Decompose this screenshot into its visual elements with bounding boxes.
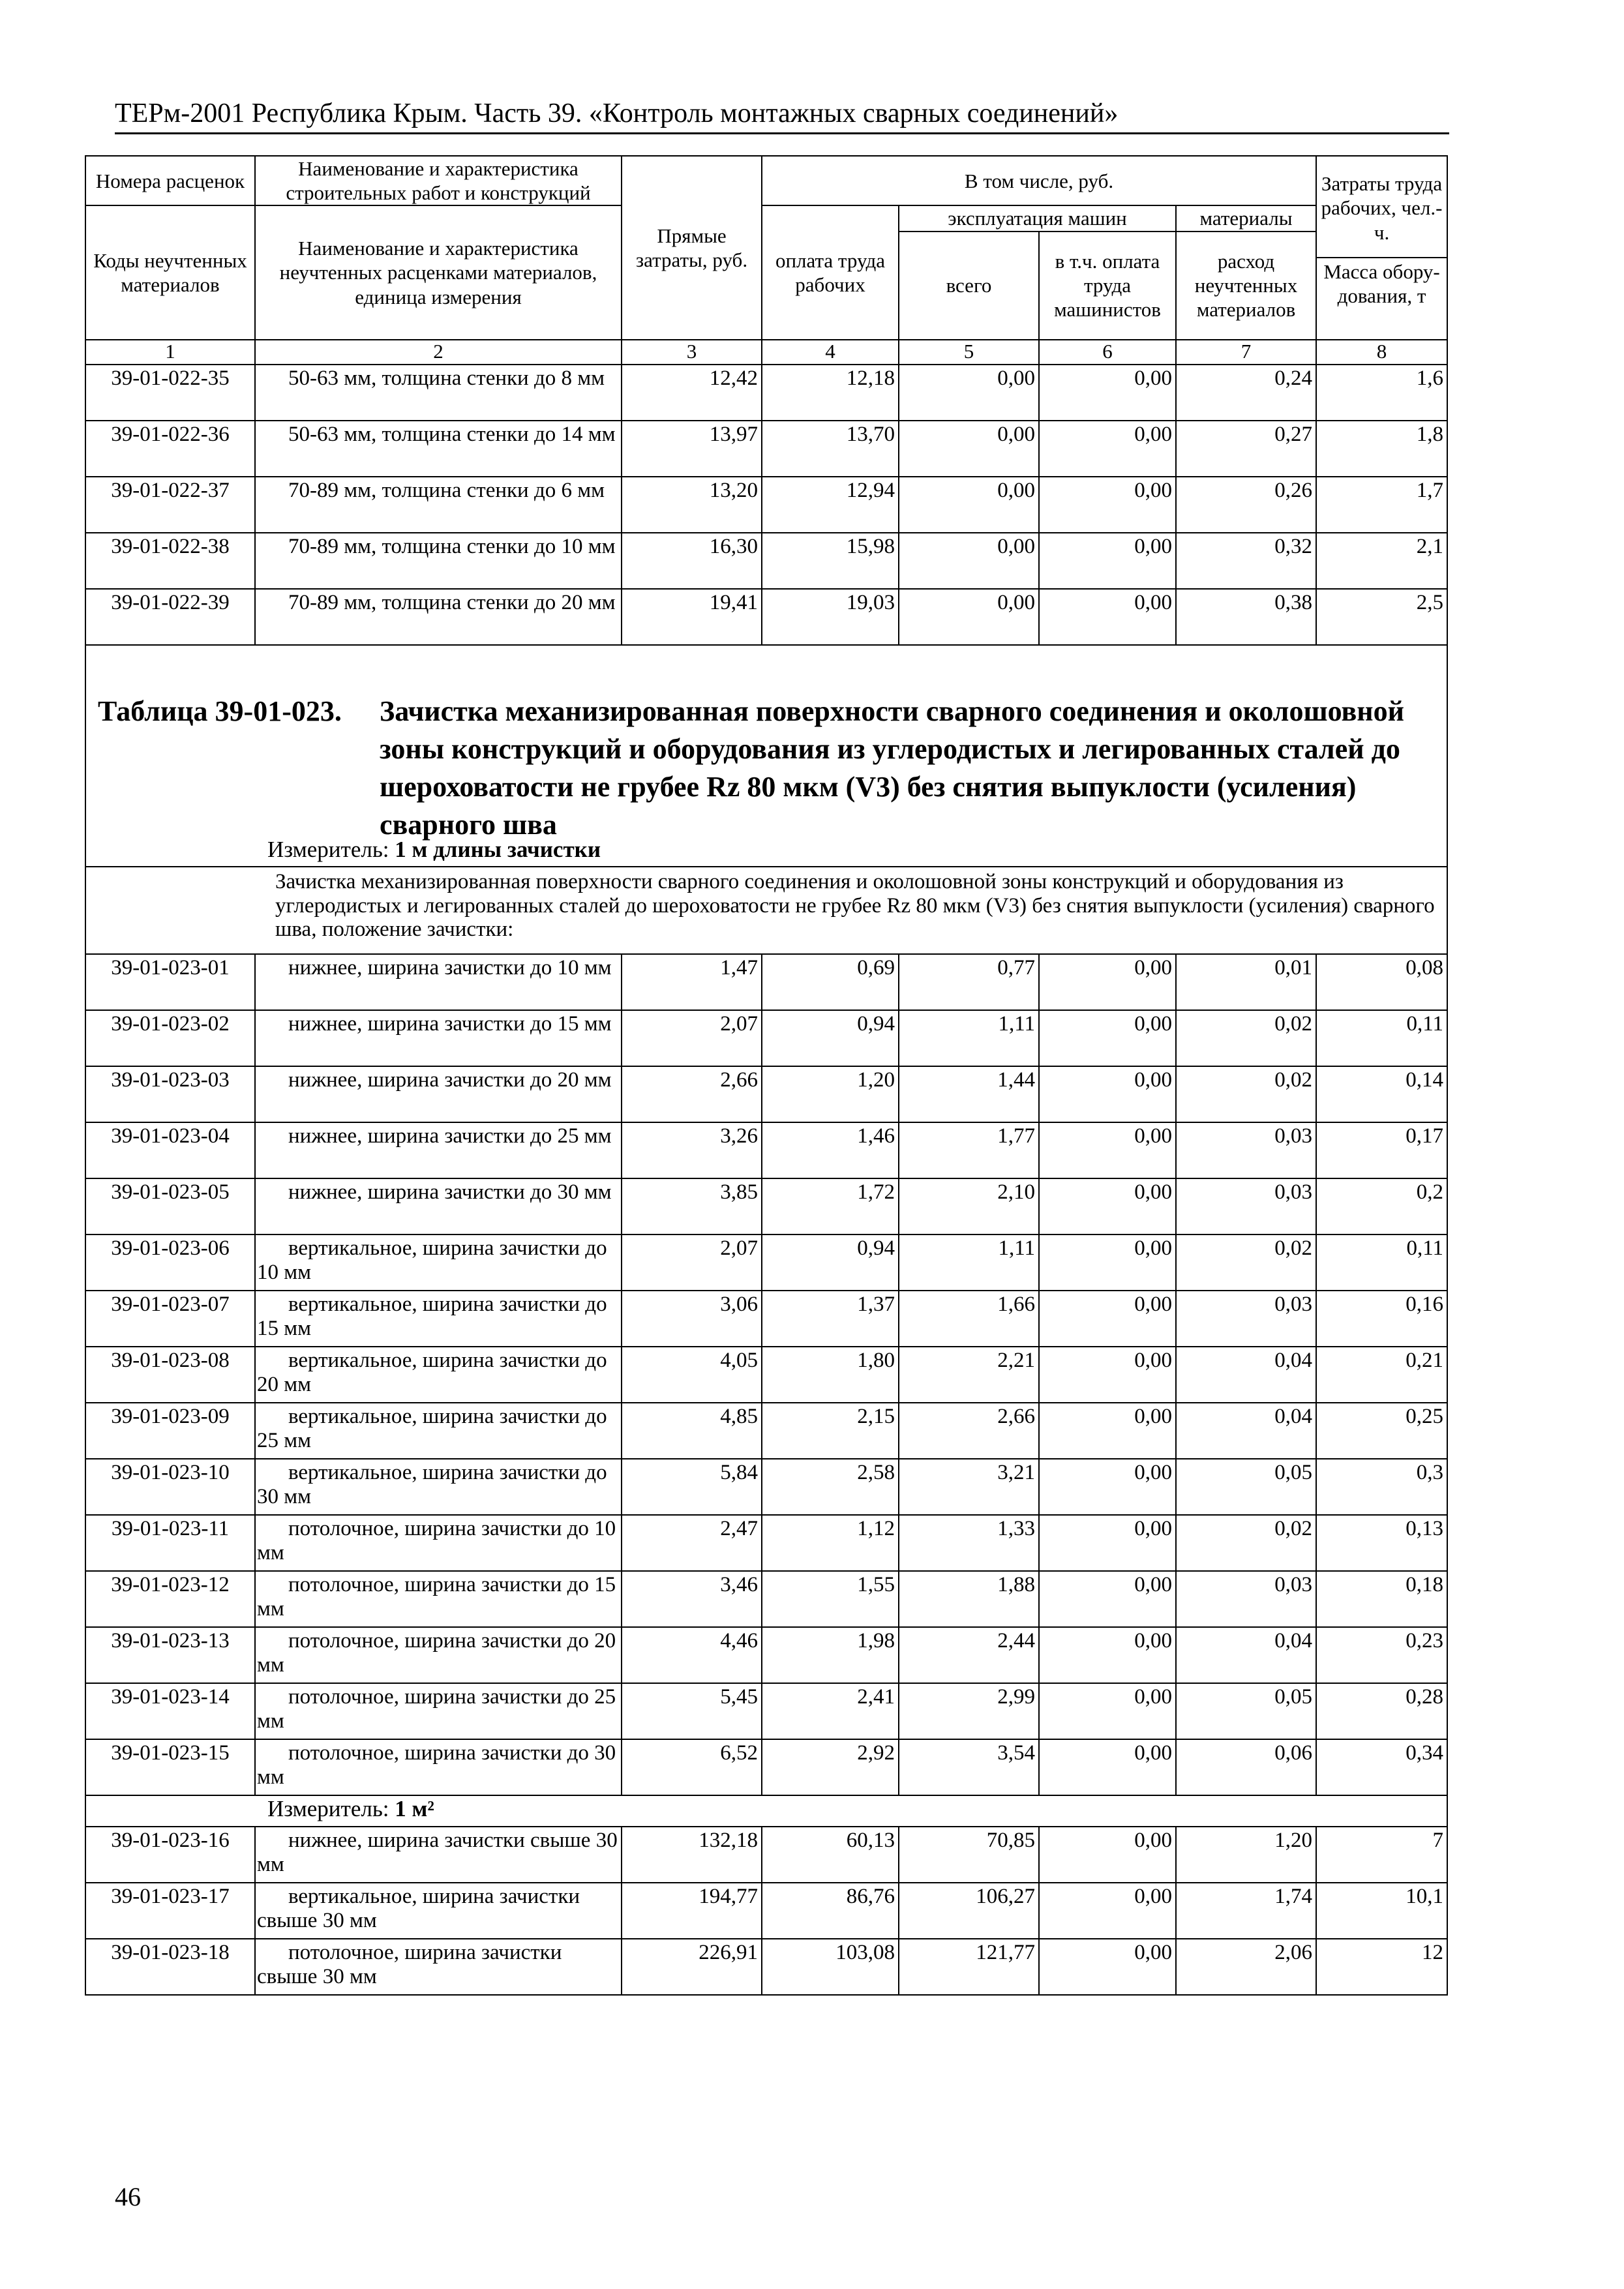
rate-value: 70,85 [899,1827,1039,1883]
rate-value: 2,07 [622,1010,762,1066]
rate-value: 2,06 [1176,1939,1316,1995]
col-name-bottom: Наименование и характеристика неучтенных расценками материалов, единица измерения [255,205,622,339]
rate-value: 0,00 [1039,1739,1176,1795]
rate-value: 0,00 [1039,1939,1176,1995]
rate-value: 19,03 [762,589,899,645]
rate-value: 4,46 [622,1627,762,1683]
rate-value: 0,3 [1316,1459,1447,1515]
rate-value: 1,33 [899,1515,1039,1571]
table-row [85,477,1447,533]
rate-value: 0,00 [1039,1459,1176,1515]
measure-unit-2 [85,1795,1447,1827]
rate-value: 15,98 [762,533,899,589]
rate-value: 1,20 [1176,1827,1316,1883]
table-row [85,954,1447,1010]
rate-value: 0,00 [1039,1066,1176,1122]
rate-value: 0,00 [899,589,1039,645]
rate-value: 13,70 [762,421,899,477]
rate-value: 0,05 [1176,1683,1316,1739]
rate-value: 1,20 [762,1066,899,1122]
rate-value: 10,1 [1316,1883,1447,1939]
rate-value: 0,24 [1176,365,1316,421]
rate-value: 3,46 [622,1571,762,1627]
rate-value: 2,41 [762,1683,899,1739]
rate-value: 1,12 [762,1515,899,1571]
rate-value: 13,20 [622,477,762,533]
rate-name: потолочное, ширина зачистки до 30 мм [255,1739,622,1795]
rate-code: 39-01-023-15 [85,1739,255,1795]
rate-value: 19,41 [622,589,762,645]
rows-group-c [85,1827,1447,1995]
rate-value: 86,76 [762,1883,899,1939]
rate-value: 0,00 [1039,421,1176,477]
table-title-cell [85,645,1447,867]
header-rule [115,132,1449,134]
rate-value: 0,34 [1316,1739,1447,1795]
rate-value: 16,30 [622,533,762,589]
col-materials: материалы [1176,205,1316,231]
rate-value: 0,02 [1176,1010,1316,1066]
col-number: 5 [899,340,1039,365]
rate-value: 12,94 [762,477,899,533]
rate-value: 0,05 [1176,1459,1316,1515]
table-row [85,1683,1447,1739]
rate-code: 39-01-023-17 [85,1883,255,1939]
rate-value: 0,01 [1176,954,1316,1010]
rate-name: нижнее, ширина зачистки до 10 мм [255,954,622,1010]
rate-code: 39-01-023-18 [85,1939,255,1995]
rate-name: 70-89 мм, толщина стенки до 20 мм [255,589,622,645]
header-row-1 [85,156,1447,205]
rate-name: вертикальное, ширина зачистки до 10 мм [255,1234,622,1291]
rate-value: 0,11 [1316,1234,1447,1291]
rate-value: 103,08 [762,1939,899,1995]
rate-code: 39-01-023-04 [85,1122,255,1178]
rate-code: 39-01-022-35 [85,365,255,421]
rate-value: 0,03 [1176,1122,1316,1178]
rate-code: 39-01-023-05 [85,1178,255,1234]
rate-value: 2,66 [622,1066,762,1122]
rate-code: 39-01-023-11 [85,1515,255,1571]
rate-name: нижнее, ширина зачистки до 15 мм [255,1010,622,1066]
col-labor-top-label: Затраты труда рабочих, чел.-ч. [1321,172,1443,244]
rate-value: 0,32 [1176,533,1316,589]
rate-code: 39-01-023-14 [85,1683,255,1739]
rate-value: 0,04 [1176,1403,1316,1459]
rate-value: 0,21 [1316,1347,1447,1403]
table-row [85,1571,1447,1627]
rate-value: 2,99 [899,1683,1039,1739]
column-numbers-row [85,340,1447,365]
rate-name: нижнее, ширина зачистки свыше 30 мм [255,1827,622,1883]
col-number: 3 [622,340,762,365]
rate-code: 39-01-023-02 [85,1010,255,1066]
rate-name: потолочное, ширина зачистки свыше 30 мм [255,1939,622,1995]
rate-value: 0,02 [1176,1234,1316,1291]
rate-value: 0,00 [899,533,1039,589]
measure-unit-1 [267,837,601,862]
rate-value: 0,00 [1039,589,1176,645]
rate-value: 1,44 [899,1066,1039,1122]
header-row-2 [85,205,1447,231]
table-row [85,1739,1447,1795]
rate-name: потолочное, ширина зачистки до 10 мм [255,1515,622,1571]
rate-value: 1,55 [762,1571,899,1627]
rate-value: 2,10 [899,1178,1039,1234]
rate-name: вертикальное, ширина зачистки до 15 мм [255,1291,622,1347]
rate-value: 2,1 [1316,533,1447,589]
rate-code: 39-01-023-12 [85,1571,255,1627]
rate-value: 5,45 [622,1683,762,1739]
rate-value: 0,00 [1039,533,1176,589]
rate-value: 1,66 [899,1291,1039,1347]
rate-name: 50-63 мм, толщина стенки до 8 мм [255,365,622,421]
rate-value: 0,00 [1039,1010,1176,1066]
description-row [85,867,1447,954]
rate-code: 39-01-022-37 [85,477,255,533]
rate-value: 0,04 [1176,1347,1316,1403]
table-row [85,421,1447,477]
rate-value: 60,13 [762,1827,899,1883]
col-code-bottom: Коды неучтенных материалов [85,205,255,339]
rate-value: 0,27 [1176,421,1316,477]
rate-value: 0,00 [1039,1347,1176,1403]
table-row [85,1010,1447,1066]
col-number: 7 [1176,340,1316,365]
table-row [85,365,1447,421]
table-title [98,693,1435,844]
rate-name: вертикальное, ширина зачистки свыше 30 мм [255,1883,622,1939]
rate-value: 1,11 [899,1010,1039,1066]
rate-value: 2,44 [899,1627,1039,1683]
rows-group-a [85,365,1447,645]
rate-code: 39-01-023-13 [85,1627,255,1683]
rate-value: 0,2 [1316,1178,1447,1234]
rate-value: 121,77 [899,1939,1039,1995]
rate-code: 39-01-023-01 [85,954,255,1010]
measure-value: 1 м длины зачистки [395,836,601,862]
rate-code: 39-01-023-10 [85,1459,255,1515]
rate-value: 0,00 [899,477,1039,533]
rate-value: 1,88 [899,1571,1039,1627]
rate-value: 0,23 [1316,1627,1447,1683]
measure-value: 1 м² [395,1795,434,1821]
col-labor-top [1316,156,1447,340]
rate-value: 0,04 [1176,1627,1316,1683]
rate-code: 39-01-023-09 [85,1403,255,1459]
rate-value: 1,47 [622,954,762,1010]
col-mass-label: Масса обору-дования, т [1317,257,1447,309]
table-row [85,1939,1447,1995]
table-row [85,1883,1447,1939]
rate-value: 0,00 [1039,1122,1176,1178]
rate-value: 106,27 [899,1883,1039,1939]
table-row [85,1066,1447,1122]
rate-value: 2,58 [762,1459,899,1515]
col-number: 2 [255,340,622,365]
col-machines: эксплуатация машин [899,205,1176,231]
rate-name: нижнее, ширина зачистки до 20 мм [255,1066,622,1122]
table-row [85,1178,1447,1234]
rate-value: 1,37 [762,1291,899,1347]
col-machines-total: всего [899,232,1039,340]
rate-value: 2,15 [762,1403,899,1459]
col-wages: оплата труда рабочих [762,205,899,339]
rate-code: 39-01-023-03 [85,1066,255,1122]
rate-value: 2,66 [899,1403,1039,1459]
table-title-row [85,645,1447,867]
table-number: Таблица 39-01-023. [98,695,342,727]
table-row [85,533,1447,589]
rate-value: 1,8 [1316,421,1447,477]
table-row [85,1234,1447,1291]
rate-value: 3,54 [899,1739,1039,1795]
rate-value: 3,06 [622,1291,762,1347]
rate-value: 0,00 [1039,1883,1176,1939]
table-row [85,1459,1447,1515]
running-header: ТЕРм-2001 Республика Крым. Часть 39. «Контроль монтажных сварных соединений» [115,98,1119,128]
rate-name: 50-63 мм, толщина стенки до 14 мм [255,421,622,477]
rate-value: 13,97 [622,421,762,477]
rate-value: 0,00 [1039,1515,1176,1571]
rate-value: 0,03 [1176,1571,1316,1627]
rate-value: 2,21 [899,1347,1039,1403]
rate-name: потолочное, ширина зачистки до 20 мм [255,1627,622,1683]
col-machinist-wages: в т.ч. оплата труда машинистов [1039,232,1176,340]
rate-code: 39-01-023-16 [85,1827,255,1883]
rate-value: 0,94 [762,1010,899,1066]
rate-value: 12,18 [762,365,899,421]
rate-value: 0,25 [1316,1403,1447,1459]
rate-code: 39-01-023-08 [85,1347,255,1403]
rate-value: 3,21 [899,1459,1039,1515]
rate-code: 39-01-023-06 [85,1234,255,1291]
rate-value: 1,77 [899,1122,1039,1178]
rate-value: 1,98 [762,1627,899,1683]
rate-value: 0,06 [1176,1739,1316,1795]
rate-name: нижнее, ширина зачистки до 30 мм [255,1178,622,1234]
rate-value: 2,92 [762,1739,899,1795]
rate-value: 0,02 [1176,1515,1316,1571]
rates-table [85,155,1448,1996]
rate-value: 1,72 [762,1178,899,1234]
table-row [85,1827,1447,1883]
table-row [85,1122,1447,1178]
rate-value: 0,14 [1316,1066,1447,1122]
measure-label: Измеритель: [267,836,389,862]
rate-value: 0,03 [1176,1178,1316,1234]
rate-value: 0,00 [899,421,1039,477]
rate-value: 0,11 [1316,1010,1447,1066]
table-row [85,1403,1447,1459]
rate-value: 132,18 [622,1827,762,1883]
rate-value: 12 [1316,1939,1447,1995]
measure-label: Измеритель: [267,1795,389,1821]
rate-value: 6,52 [622,1739,762,1795]
rate-value: 0,94 [762,1234,899,1291]
rate-value: 2,5 [1316,589,1447,645]
rate-value: 12,42 [622,365,762,421]
rate-code: 39-01-022-39 [85,589,255,645]
col-name-top: Наименование и характеристика строительных работ и конструкций [255,156,622,205]
rate-value: 0,00 [1039,365,1176,421]
rate-value: 0,00 [1039,1178,1176,1234]
rate-value: 0,26 [1176,477,1316,533]
rate-value: 1,74 [1176,1883,1316,1939]
rate-value: 3,26 [622,1122,762,1178]
col-group-including: В том числе, руб. [762,156,1316,205]
rate-name: вертикальное, ширина зачистки до 25 мм [255,1403,622,1459]
rate-value: 0,17 [1316,1122,1447,1178]
rate-value: 0,00 [1039,1234,1176,1291]
rate-value: 0,00 [1039,1571,1176,1627]
rate-value: 194,77 [622,1883,762,1939]
rate-value: 1,11 [899,1234,1039,1291]
rate-value: 226,91 [622,1939,762,1995]
rate-value: 0,77 [899,954,1039,1010]
rate-value: 1,6 [1316,365,1447,421]
rate-code: 39-01-022-38 [85,533,255,589]
col-number: 1 [85,340,255,365]
rate-code: 39-01-023-07 [85,1291,255,1347]
rate-value: 0,00 [1039,954,1176,1010]
rate-name: потолочное, ширина зачистки до 15 мм [255,1571,622,1627]
rate-value: 0,16 [1316,1291,1447,1347]
rate-value: 0,00 [899,365,1039,421]
rows-group-b [85,954,1447,1795]
rate-value: 1,7 [1316,477,1447,533]
rate-value: 0,02 [1176,1066,1316,1122]
table-row [85,1291,1447,1347]
rate-value: 4,05 [622,1347,762,1403]
col-number: 6 [1039,340,1176,365]
col-number: 8 [1316,340,1447,365]
rate-name: вертикальное, ширина зачистки до 30 мм [255,1459,622,1515]
rate-value: 0,00 [1039,1627,1176,1683]
col-number: 4 [762,340,899,365]
rate-value: 0,08 [1316,954,1447,1010]
rate-name: 70-89 мм, толщина стенки до 6 мм [255,477,622,533]
col-unaccounted-materials: расход неучтенных материалов [1176,232,1316,340]
rate-value: 1,46 [762,1122,899,1178]
table-row [85,1347,1447,1403]
work-description: Зачистка механизированная поверхности сварного соединения и околошовной зоны конструкций и оборудования из углеродистых и легированных сталей до шероховатости не грубее Rz 80 мкм (V3) без снятия выпуклости (усиления) сварного шва, положение зачистки: [85,867,1447,954]
rate-value: 0,00 [1039,1403,1176,1459]
rate-code: 39-01-022-36 [85,421,255,477]
rate-value: 1,80 [762,1347,899,1403]
rate-value: 5,84 [622,1459,762,1515]
rate-value: 0,28 [1316,1683,1447,1739]
col-direct-costs: Прямые затраты, руб. [622,156,762,340]
rate-value: 0,18 [1316,1571,1447,1627]
table-row [85,1515,1447,1571]
rate-value: 0,00 [1039,477,1176,533]
table-row [85,589,1447,645]
rate-value: 0,13 [1316,1515,1447,1571]
rate-name: нижнее, ширина зачистки до 25 мм [255,1122,622,1178]
rate-value: 2,07 [622,1234,762,1291]
table-row [85,1627,1447,1683]
rate-value: 0,00 [1039,1683,1176,1739]
page-number: 46 [115,2182,141,2211]
rate-value: 2,47 [622,1515,762,1571]
rate-value: 0,69 [762,954,899,1010]
rate-value: 0,38 [1176,589,1316,645]
rate-name: вертикальное, ширина зачистки до 20 мм [255,1347,622,1403]
rate-value: 3,85 [622,1178,762,1234]
rate-name: 70-89 мм, толщина стенки до 10 мм [255,533,622,589]
col-code-top: Номера расценок [85,156,255,205]
measure-row-2 [85,1795,1447,1827]
rate-name: потолочное, ширина зачистки до 25 мм [255,1683,622,1739]
rate-value: 4,85 [622,1403,762,1459]
rate-value: 7 [1316,1827,1447,1883]
table-caption: Зачистка механизированная поверхности сварного соединения и околошовной зоны конструкций и оборудования из углеродистых и легированных сталей до шероховатости не грубее Rz 80 мкм (V3) без снятия выпуклости (усиления) сварного шва [380,695,1404,841]
rate-value: 0,00 [1039,1827,1176,1883]
rate-value: 0,00 [1039,1291,1176,1347]
rate-value: 0,03 [1176,1291,1316,1347]
